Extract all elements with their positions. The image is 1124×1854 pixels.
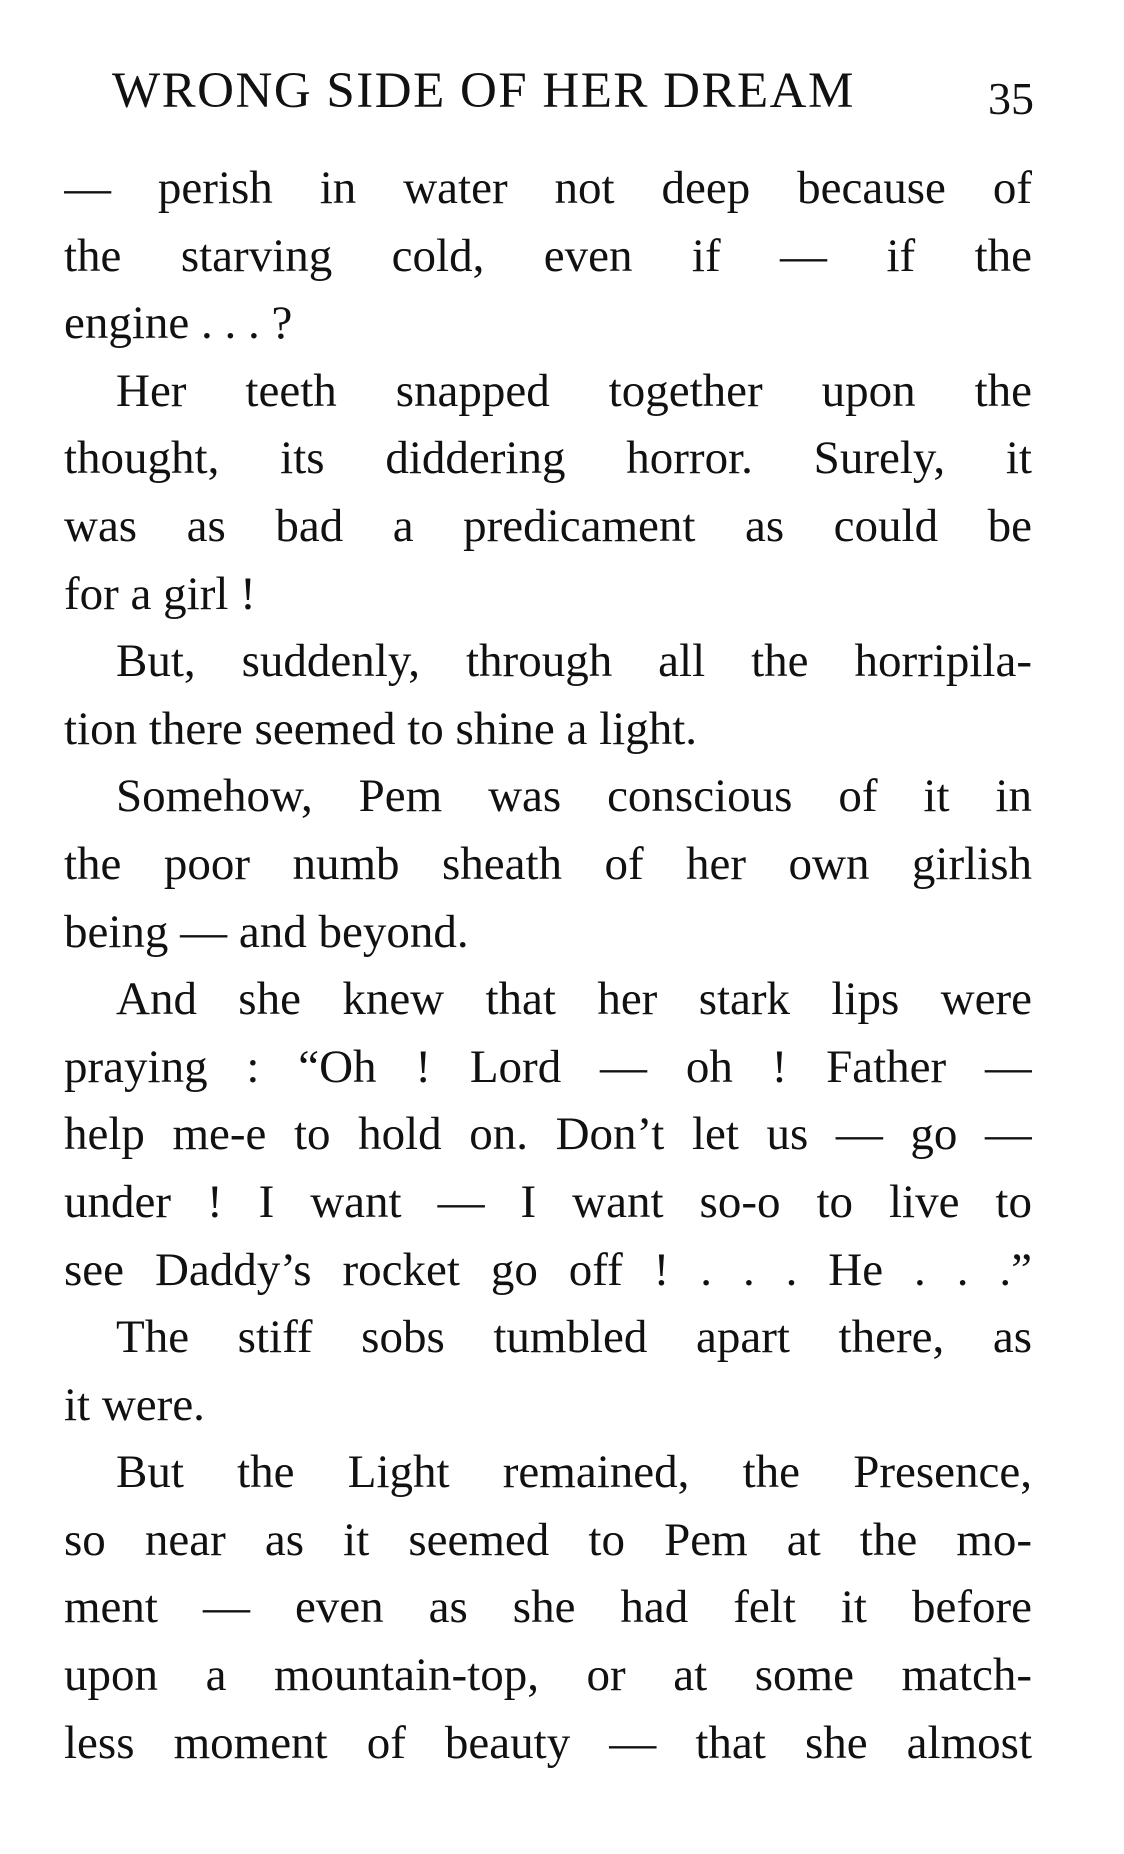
text-line: And she knew that her stark lips were <box>116 973 1032 1026</box>
text-line: tion there seemed to shine a light. <box>64 702 698 755</box>
body-text <box>64 155 1032 1777</box>
text-line: so near as it seemed to Pem at the mo- <box>64 1513 1032 1566</box>
text-line: But the Light remained, the Presence, <box>116 1446 1032 1499</box>
text-line: thought, its diddering horror. Surely, it <box>64 432 1032 485</box>
text-line: — perish in water not deep because of <box>64 162 1032 214</box>
text-line: The stiff sobs tumbled apart there, as <box>116 1311 1032 1364</box>
text-line: for a girl ! <box>64 567 256 620</box>
text-line: being — and beyond. <box>64 905 469 958</box>
running-title: WRONG SIDE OF HER DREAM <box>112 63 855 119</box>
running-head <box>112 56 1032 126</box>
text-line: praying : “Oh ! Lord — oh ! Father — <box>64 1040 1032 1093</box>
text-line: was as bad a predicament as could be <box>64 499 1032 552</box>
text-line: the starving cold, even if — if the <box>64 229 1032 282</box>
text-line: under ! I want — I want so-o to live to <box>64 1175 1032 1228</box>
text-line: engine . . . ? <box>64 297 293 350</box>
text-line: the poor numb sheath of her own girlish <box>64 837 1032 890</box>
text-line: see Daddy’s rocket go off ! . . . He . . .” <box>64 1243 1032 1296</box>
text-line: But, suddenly, through all the horripila- <box>116 635 1032 688</box>
text-line: Somehow, Pem was conscious of it in <box>116 770 1032 823</box>
text-line: help me-e to hold on. Don’t let us — go — <box>64 1108 1032 1161</box>
page-number: 35 <box>988 73 1034 124</box>
text-line: less moment of beauty — that she almost <box>64 1716 1032 1769</box>
text-line: upon a mountain-top, or at some match- <box>64 1649 1032 1702</box>
text-line: Her teeth snapped together upon the <box>116 364 1032 417</box>
text-line: it were. <box>64 1378 205 1431</box>
text-line: ment — even as she had felt it before <box>64 1581 1032 1634</box>
